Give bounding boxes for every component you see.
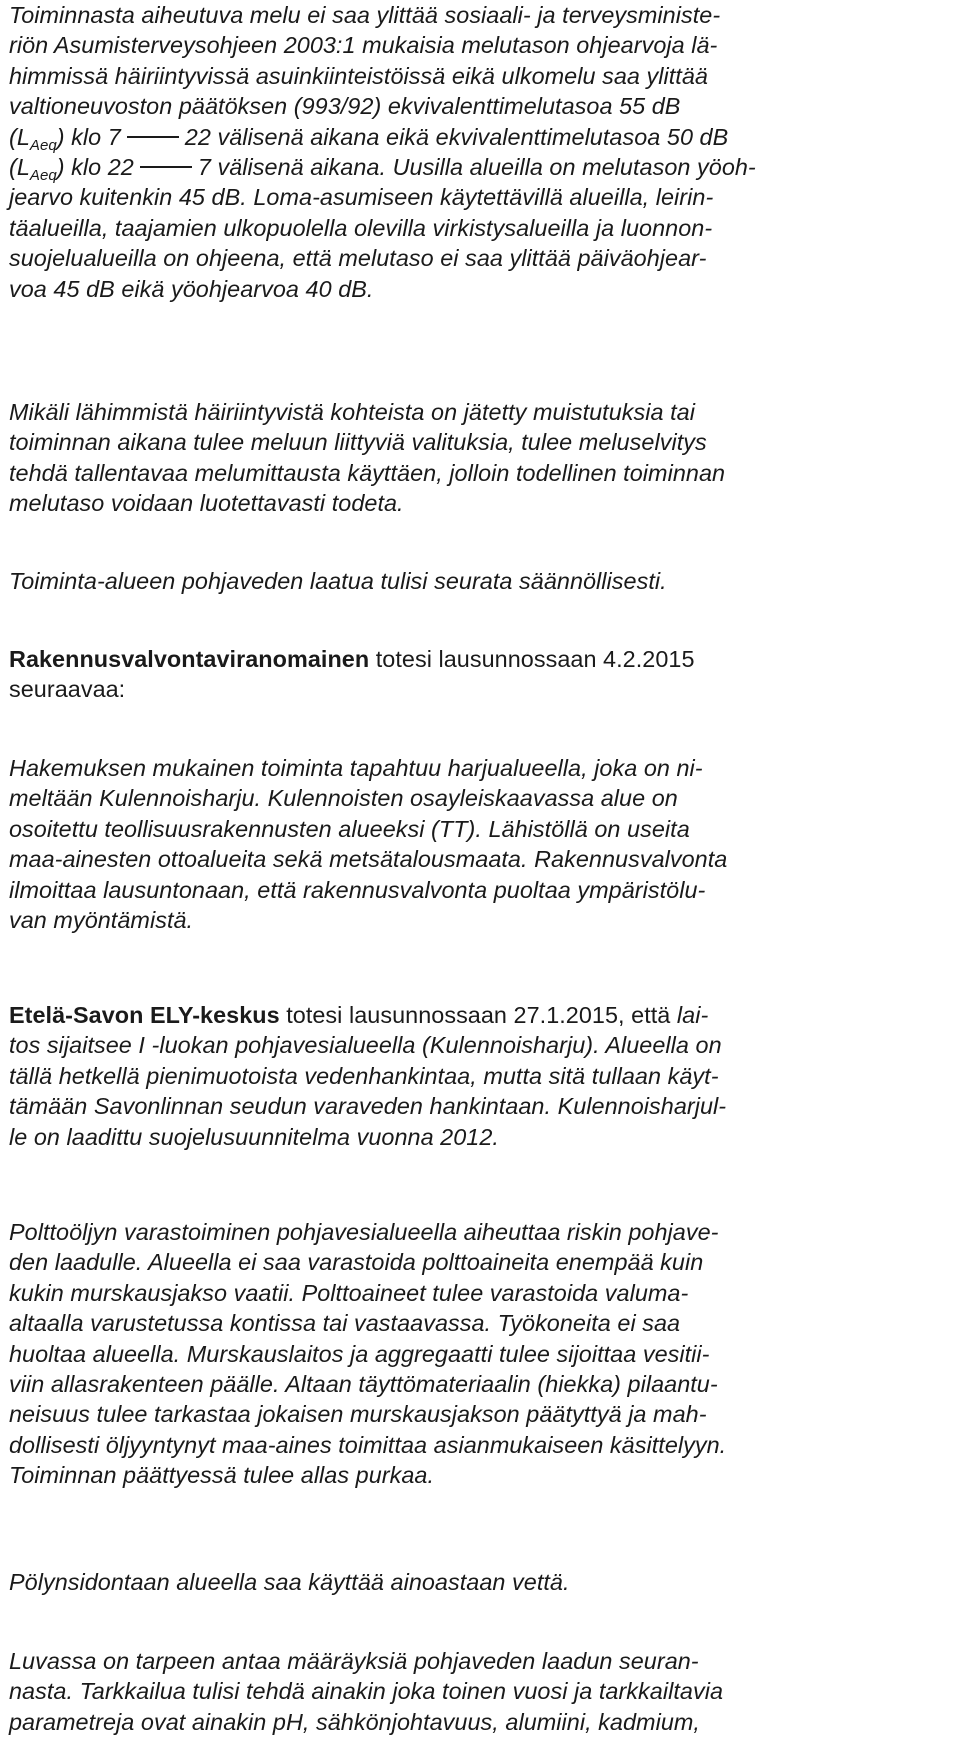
noise-survey-paragraph: Mikäli lähimmistä häiriintyvistä kohteista on jätetty muistutuksia tai toiminnan aikana tulee meluun liittyviä valituksia, tulee meluselvitys tehdä tallentavaa melumittausta käyttäen, jolloin todellinen toiminnan melutaso voidaan luotettavasti todeta. [9, 399, 726, 517]
text-fragment: Loma-asumiseen käytettävillä alueilla, leirin- [246, 184, 714, 211]
text-fragment: ) klo 7 [56, 123, 121, 150]
text-fragment: 22 välisenä aikana eikä ekvivalenttimelutasoa 50 dB [184, 123, 729, 150]
noise-limits-paragraph [9, 0, 756, 304]
building-authority-statement: Hakemuksen mukainen toiminta tapahtuu harjualueella, joka on ni- meltään Kulennoisharju. Kulennoisten osayleiskaavassa alue on osoitettu teollisuusrakennusten alueeksi (TT). Lähistöllä on useita maa-ainesten ottoalueita sekä metsätalousmaata. Rakennusvalvonta ilmoittaa lausuntonaan, että rakennusvalvonta puoltaa ympäristölu- van myöntämistä. [9, 755, 728, 934]
building-authority-intro [9, 644, 695, 705]
ely-centre-paragraph [9, 1000, 726, 1152]
intro-text: totesi lausunnossaan 27.1.2015, että [279, 1002, 671, 1028]
permit-monitoring-paragraph: Luvassa on tarpeen antaa määräyksiä pohjaveden laadun seuran- nasta. Tarkkailua tulisi tehdä ainakin joka toinen vuosi ja tarkkailtavia parametreja ovat ainakin pH, sähkönjohtavuus, alumiini, kadmium, [9, 1648, 724, 1735]
dash-line [140, 166, 192, 168]
intro-text: totesi lausunnossaan 4.2.2015 seuraavaa: [9, 646, 695, 703]
text-fragment: (L [9, 154, 30, 181]
text-line: voa 45 dB eikä yöohjearvoa 40 dB. [9, 275, 374, 302]
authority-name: Rakennusvalvontaviranomainen [9, 646, 370, 672]
text-fragment: (L [9, 123, 30, 150]
authority-name: Etelä-Savon ELY-keskus [9, 1002, 280, 1028]
text-line: riön Asumisterveysohjeen 2003:1 mukaisia melutason ohjearvoja lä- [9, 32, 718, 59]
text-line [9, 123, 729, 154]
text-fragment: jearvo kuitenkin 45 dB. [9, 184, 247, 211]
subscript: Aeq [29, 136, 57, 154]
text-line: Toiminnasta aiheutuva melu ei saa ylittää sosiaali- ja terveysministe- [9, 2, 721, 28]
text-line [9, 184, 713, 210]
dash-line [127, 136, 179, 138]
text-line: valtioneuvoston päätöksen (993/92) ekvivalenttimelutasoa 55 dB [9, 93, 681, 120]
fuel-storage-paragraph: Polttoöljyn varastoiminen pohjavesialueella aiheuttaa riskin pohjave- den laadulle. Alueella ei saa varastoida polttoaineita enempää kuin kukin murskausjakso vaatii. Polttoaineet tulee varastoida valuma- altaalla varustetussa kontissa tai vastaavassa. Työkoneita ei saa huoltaa alueella. Murskauslaitos ja aggregaatti tulee sijoittaa vesitii- viin allasrakenteen päälle. Altaan täyttömateriaalin (hiekka) pilaantu- neisuus tulee tarkastaa jokaisen murskausjakson päätyttyä ja mah- dollisesti öljyyntynyt maa-aines toimittaa asianmukaiseen käsittelyyn. Toiminnan päättyessä tulee allas purkaa. [9, 1219, 727, 1489]
text-line: täalueilla, taajamien ulkopuolella olevilla virkistysalueilla ja luonnon- [9, 214, 713, 241]
subscript: Aeq [29, 167, 57, 185]
statement-text: tos sijaitsee I -luokan pohjavesialueella (Kulennoisharju). Alueella on tällä hetkellä pienimuotoista vedenhankintaa, mutta sitä tullaan käyt- tämään Savonlinnan seudun varaveden hankintaan. Kulennoisharjul- le on laadittu suojelusuunnitelma vuonna 2012. [9, 1032, 727, 1150]
statement-text: lai- [670, 1002, 709, 1028]
dust-binding-paragraph: Pölynsidontaan alueella saa käyttää ainoastaan vettä. [9, 1569, 570, 1595]
text-line [9, 154, 756, 185]
text-line: suojelualueilla on ohjeena, että melutaso ei saa ylittää päiväohjear- [9, 245, 707, 272]
groundwater-monitoring-paragraph: Toiminta-alueen pohjaveden laatua tulisi seurata säännöllisesti. [9, 568, 667, 594]
text-fragment: Uusilla alueilla on melutason yöoh- [386, 154, 756, 181]
text-fragment: ) klo 22 [56, 154, 134, 181]
text-fragment: 7 välisenä aikana. [197, 154, 387, 181]
text-line: himmissä häiriintyvissä asuinkiinteistöissä eikä ulkomelu saa ylittää [9, 62, 708, 89]
